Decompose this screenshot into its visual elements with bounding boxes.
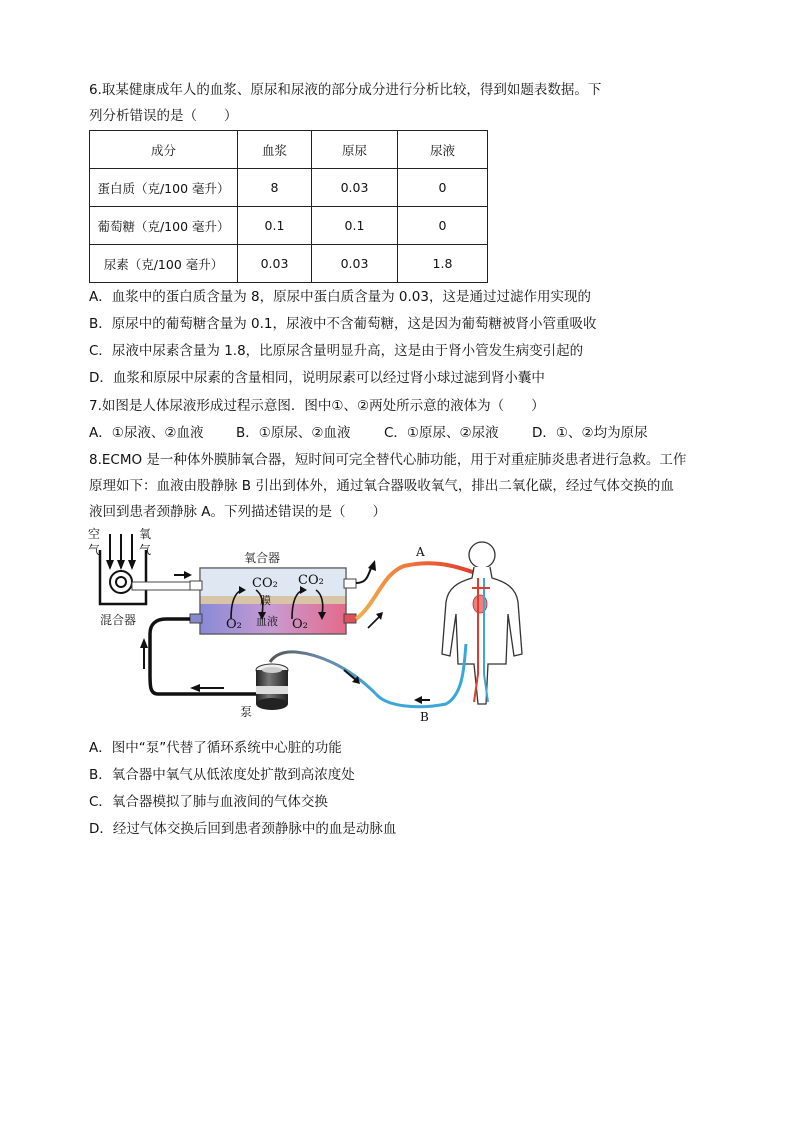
pump (240, 664, 288, 719)
co2-label-2: CO₂ (298, 573, 324, 588)
table-cell: 8 (238, 169, 312, 207)
oxygenator (190, 550, 356, 634)
table-header-cell: 血浆 (238, 131, 312, 169)
q6-option-a: A．血浆中的蛋白质含量为 8，原尿中蛋白质含量为 0.03，这是通过过滤作用实现的 (89, 289, 591, 305)
label-a: A (416, 545, 425, 559)
table-cell: 0.03 (238, 245, 312, 283)
table-cell: 1.8 (398, 245, 488, 283)
table-header-cell: 尿液 (398, 131, 488, 169)
o2-label-2: O₂ (292, 617, 308, 632)
oxygen-label-top: 氧 (139, 527, 152, 541)
table-row (90, 245, 488, 283)
table-cell: 0 (398, 207, 488, 245)
q7-option-c: C．①原尿、②尿液 (384, 425, 499, 441)
table-cell: 0.03 (312, 245, 398, 283)
air-label-bottom: 气 (88, 543, 101, 557)
table-cell: 尿素（克/100 毫升） (90, 245, 238, 283)
q6-option-c: C．尿液中尿素含量为 1.8，比原尿含量明显升高，这是由于肾小管发生病变引起的 (89, 343, 584, 359)
q7-stem: 7.如图是人体尿液形成过程示意图．图中①、②两处所示意的液体为（ ） (89, 398, 545, 414)
q7-option-d: D．①、②均为原尿 (532, 425, 648, 441)
table-row (90, 207, 488, 245)
table-cell: 0.03 (312, 169, 398, 207)
q8-option-c: C．氧合器模拟了肺与血液间的气体交换 (89, 794, 328, 810)
q8-option-a: A．图中“泵”代替了循环系统中心脏的功能 (89, 740, 342, 756)
table-row (90, 169, 488, 207)
membrane-label: 膜 (260, 594, 271, 607)
q6-option-d: D．血浆和原尿中尿素的含量相同，说明尿素可以经过肾小球过滤到肾小囊中 (89, 370, 545, 386)
q8-stem-line1: 8.ECMO 是一种体外膜肺氧合器，短时间可完全替代心肺功能，用于对重症肺炎患者进行急救。工作 (89, 452, 687, 468)
table-header-cell: 原尿 (312, 131, 398, 169)
q8-stem-line2: 原理如下：血液由股静脉 B 引出到体外，通过氧合器吸收氧气，排出二氧化碳，经过气体交换的血 (89, 478, 674, 494)
q8-stem-line3: 液回到患者颈静脉 A。下列描述错误的是（ ） (89, 504, 387, 520)
ecmo-diagram (86, 524, 526, 730)
table-cell: 0.1 (238, 207, 312, 245)
table-cell: 蛋白质（克/100 毫升） (90, 169, 238, 207)
table-cell: 0.1 (312, 207, 398, 245)
q8-option-d: D．经过气体交换后回到患者颈静脉中的血是动脉血 (89, 821, 397, 837)
co2-label-1: CO₂ (252, 576, 278, 591)
oxygen-label-bottom: 气 (139, 543, 152, 557)
oxygenator-label: 氧合器 (244, 551, 281, 565)
mixer (88, 526, 151, 627)
q6-stem-line2: 列分析错误的是（ ） (89, 108, 238, 124)
q6-stem-line1: 6.取某健康成年人的血浆、原尿和尿液的部分成分进行分析比较，得到如题表数据。下 (89, 82, 602, 98)
table-cell: 0 (398, 169, 488, 207)
air-label-top: 空 (88, 527, 101, 541)
q7-option-b: B．①原尿、②血液 (236, 425, 351, 441)
table-header-cell: 成分 (90, 131, 238, 169)
q6-option-b: B．原尿中的葡萄糖含量为 0.1，尿液中不含葡萄糖，这是因为葡萄糖被肾小管重吸收 (89, 316, 597, 332)
label-b: B (420, 710, 429, 724)
q7-option-a: A．①尿液、②血液 (89, 425, 204, 441)
q8-option-b: B．氧合器中氧气从低浓度处扩散到高浓度处 (89, 767, 355, 783)
o2-label-1: O₂ (226, 617, 242, 632)
pump-label: 泵 (240, 705, 253, 719)
table-header-row (90, 131, 488, 169)
table-cell: 葡萄糖（克/100 毫升） (90, 207, 238, 245)
blood-label: 血液 (256, 615, 278, 628)
mixer-label: 混合器 (100, 613, 137, 627)
q6-data-table (89, 130, 488, 283)
